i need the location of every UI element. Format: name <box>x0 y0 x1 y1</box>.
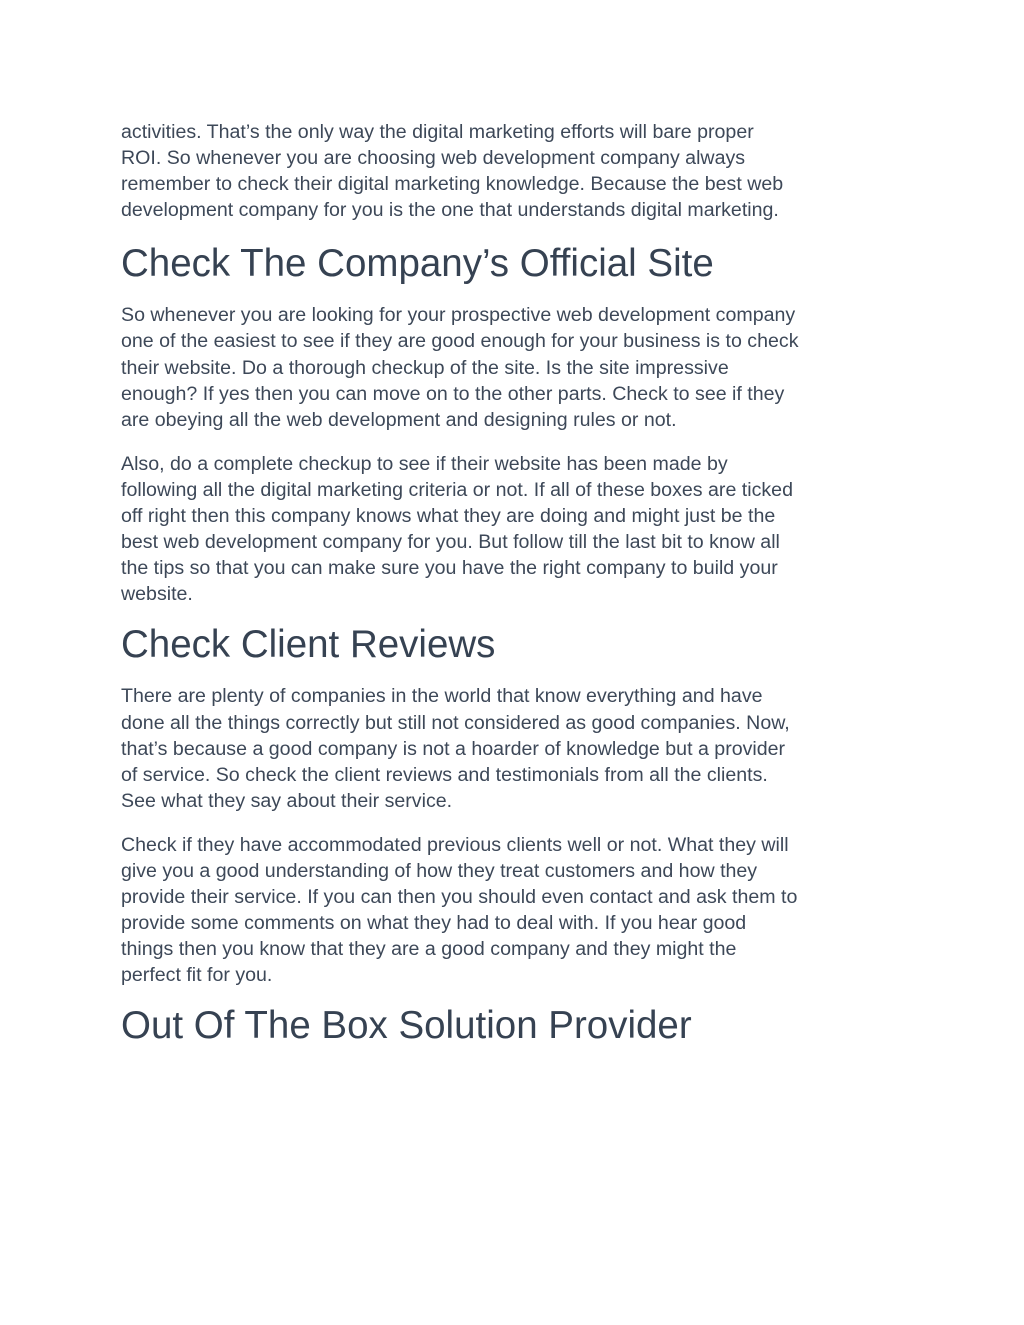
heading-official-site: Check The Company’s Official Site <box>121 242 714 286</box>
intro-paragraph: activities. That’s the only way the digital marketing efforts will bare proper ROI. So whenever you are choosing web development company always remember to check their digital marketing knowledge. Because the best web development company for you is the one that understands digital marketing. <box>121 121 784 222</box>
document-page <box>121 119 911 1064</box>
client-reviews-paragraph-1: There are plenty of companies in the world that know everything and have done all the things correctly but still not considered as good companies. Now, that’s because a good company is not a hoarder of knowledge but a provider of service. So check the client reviews and testimonials from all the clients. See what they say about their service. <box>121 685 790 812</box>
client-reviews-paragraph-2: Check if they have accommodated previous clients well or not. What they will give you a good understanding of how they treat customers and how they provide their service. If you can then you should even contact and ask them to provide some comments on what they had to deal with. If you hear good things then you know that they are a good company and they might the perfect fit for you. <box>121 833 798 987</box>
official-site-paragraph-2: Also, do a complete checkup to see if their website has been made by following all the digital marketing criteria or not. If all of these boxes are ticked off right then this company knows what they are doing and might just be the best web development company for you. But follow till the last bit to know all the tips so that you can make sure you have the right company to build your website. <box>121 452 793 606</box>
official-site-paragraph-1: So whenever you are looking for your prospective web development company one of the easiest to see if they are good enough for your business is to check their website. Do a thorough checkup of the site. Is the site impressive enough? If yes then you can move on to the other parts. Check to see if they are obeying all the web development and designing rules or not. <box>121 304 799 431</box>
heading-client-reviews: Check Client Reviews <box>121 623 496 667</box>
heading-out-of-box: Out Of The Box Solution Provider <box>121 1004 692 1048</box>
